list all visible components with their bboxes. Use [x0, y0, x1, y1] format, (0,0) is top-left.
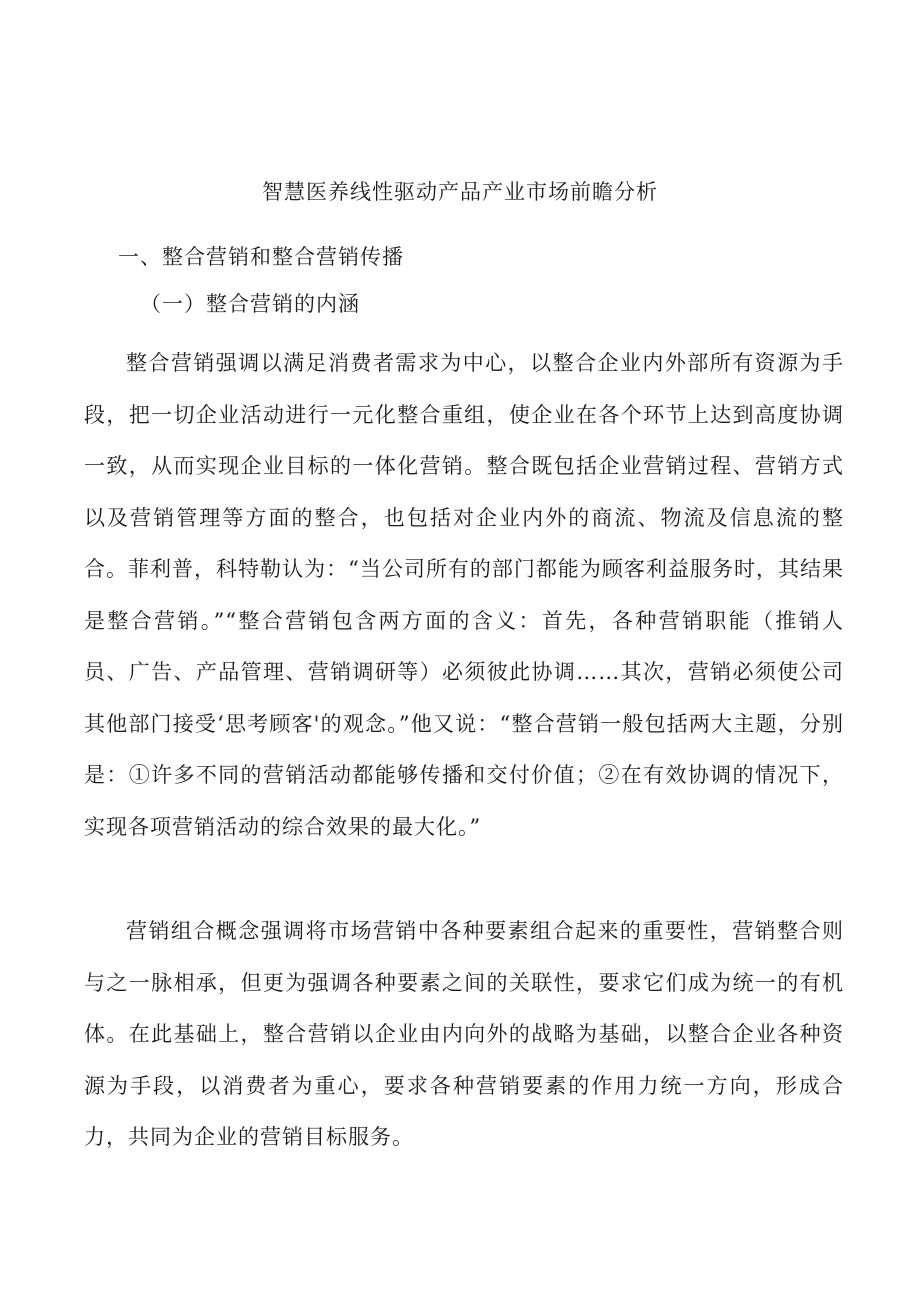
- body-paragraph-1: 整合营销强调以满足消费者需求为中心，以整合企业内外部所有资源为手段，把一切企业活动进行一元化整合重组，使企业在各个环节上达到高度协调一致，从而实现企业目标的一体化营销。整合既包括企业营销过程、营销方式以及营销管理等方面的整合，也包括对企业内外的商流、物流及信息流的整合。菲利普，科特勒认为：“当公司所有的部门都能为顾客利益服务时，其结果是整合营销。”“整合营销包含两方面的含义：首先，各种营销职能（推销人员、广告、产品管理、营销调研等）必须彼此协调……其次，营销必须使公司其他部门接受‘思考顾客'的观念。”他又说：“整合营销一般包括两大主题，分别是：①许多不同的营销活动都能够传播和交付价值；②在有效协调的情况下，实现各项营销活动的综合效果的最大化。”: [84, 351, 844, 839]
- subsection-heading: （一）整合营销的内涵: [140, 292, 360, 316]
- section-heading: 一、整合营销和整合营销传播: [118, 245, 404, 269]
- body-paragraph-2: 营销组合概念强调将市场营销中各种要素组合起来的重要性，营销整合则与之一脉相承，但更为强调各种要素之间的关联性，要求它们成为统一的有机体。在此基础上，整合营销以企业由内向外的战略为基础，以整合企业各种资源为手段，以消费者为重心，要求各种营销要素的作用力统一方向，形成合力，共同为企业的营销目标服务。: [84, 919, 844, 1149]
- document-title: 智慧医养线性驱动产品产业市场前瞻分析: [262, 180, 658, 204]
